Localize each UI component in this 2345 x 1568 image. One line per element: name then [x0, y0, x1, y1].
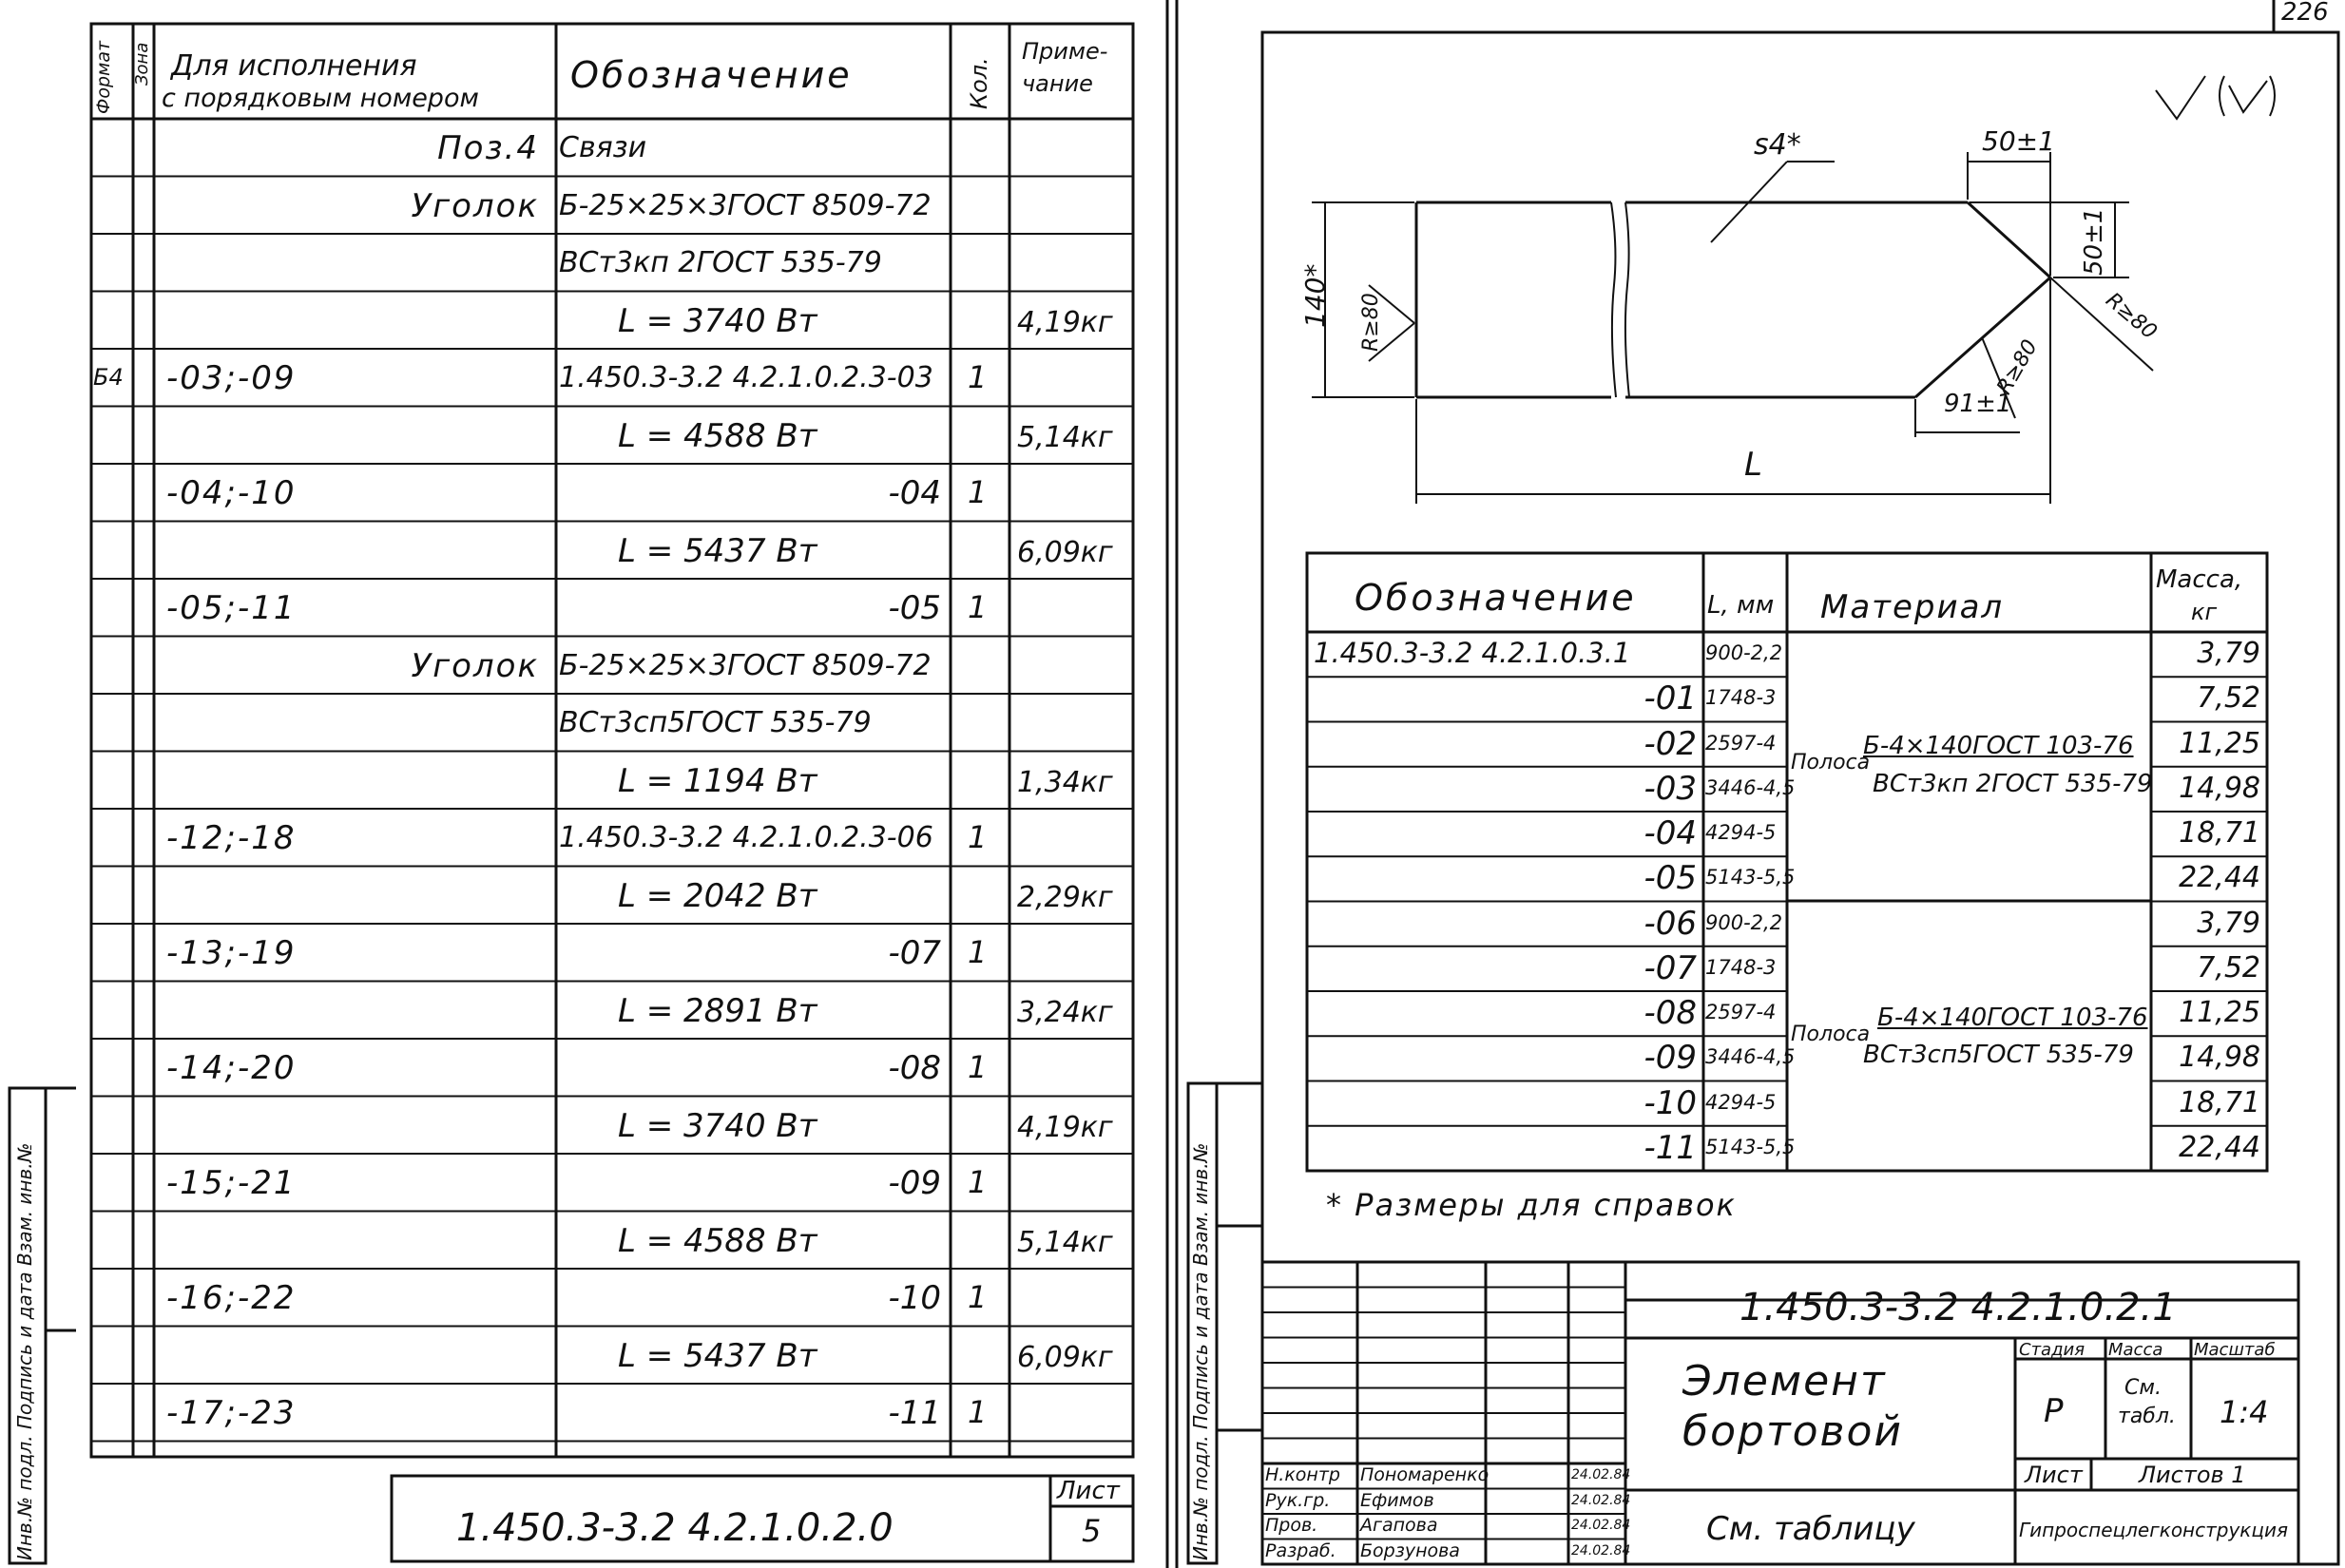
stamp-see-table: См. таблицу — [1706, 1510, 1915, 1548]
row-designation: Б-25×25×3ГОСТ 8509-72 — [559, 648, 932, 682]
role-date: 24.02.84 — [1571, 1542, 1631, 1558]
col-version-header: Для исполнения — [171, 49, 417, 83]
row-length: 2597-4 — [1705, 731, 1777, 755]
row-version: -13;-19 — [166, 934, 297, 972]
row-note: 4,19кг — [1017, 1110, 1113, 1144]
col-designation-header: Обозначение — [570, 54, 853, 96]
row-designation: L = 2891 Вт — [618, 991, 817, 1030]
dim-r80-bottom: R≥80 — [1992, 335, 2043, 399]
roughness-mark: √(√) — [2139, 36, 2179, 59]
role-name: Агапова — [1360, 1515, 1438, 1536]
stamp-scale-label: Масштаб — [2194, 1340, 2276, 1360]
row-designation: L = 5437 Вт — [618, 531, 817, 570]
row-note: 5,14кг — [1017, 420, 1113, 454]
table-header-mass-unit: кг — [2191, 599, 2218, 625]
row-designation: 1.450.3-3.2 4.2.1.0.2.3-06 — [559, 821, 933, 854]
row-qty: 1 — [968, 1394, 988, 1430]
row-note: 5,14кг — [1017, 1225, 1113, 1259]
row-note: 6,09кг — [1017, 535, 1113, 569]
row-designation: -04 — [888, 474, 941, 512]
dim-r80-left: R≥80 — [1359, 293, 1383, 352]
dim-140: 140* — [1299, 263, 1331, 328]
row-note: 3,24кг — [1017, 995, 1113, 1029]
table-header-length: L, мм — [1707, 591, 1775, 620]
row-designation: 1.450.3-3.2 4.2.1.0.3.1 — [1314, 637, 1631, 669]
role-title: Разраб. — [1265, 1539, 1336, 1561]
row-designation: L = 2042 Вт — [618, 876, 817, 915]
row-designation: -02 — [1643, 724, 1697, 763]
table-header-mass: Масса, — [2156, 565, 2243, 594]
row-designation: Б-25×25×3ГОСТ 8509-72 — [559, 188, 932, 222]
table-header-material: Материал — [1820, 588, 2005, 626]
row-length: 2597-4 — [1705, 1001, 1777, 1023]
row-length: 4294-5 — [1705, 1090, 1777, 1114]
table-header-designation: Обозначение — [1355, 577, 1637, 619]
row-version: Уголок — [411, 186, 539, 225]
left-sheet-number: 5 — [1082, 1513, 1102, 1549]
material-1-prefix: Полоса — [1791, 751, 1871, 774]
row-designation: -07 — [888, 934, 941, 972]
stamp-sheets-label: Листов 1 — [2139, 1462, 2246, 1488]
stamp-mass-label: Масса — [2108, 1340, 2163, 1360]
row-designation: -05 — [888, 589, 941, 627]
role-name: Пономаренко — [1360, 1464, 1490, 1485]
row-mass: 3,79 — [2197, 637, 2260, 670]
row-note: 6,09кг — [1017, 1340, 1113, 1374]
row-mass: 3,79 — [2197, 906, 2260, 940]
col-qty-header: Кол. — [966, 57, 992, 109]
row-designation: -06 — [1643, 904, 1697, 943]
row-designation: L = 3740 Вт — [618, 1106, 817, 1145]
row-designation: 1.450.3-3.2 4.2.1.0.2.3-03 — [559, 361, 933, 394]
stamp-mass-2: табл. — [2118, 1405, 2176, 1428]
row-length: 3446-4,5 — [1705, 775, 1796, 799]
row-qty: 1 — [968, 589, 988, 625]
stamp-name-1: Элемент — [1682, 1357, 1887, 1405]
row-designation: ВСт3кп 2ГОСТ 535-79 — [559, 246, 882, 279]
row-version: Уголок — [411, 646, 539, 685]
row-designation: -11 — [888, 1394, 941, 1432]
row-mass: 7,52 — [2197, 950, 2260, 985]
dim-50-top: 50±1 — [1982, 125, 2055, 157]
row-format: Б4 — [93, 364, 124, 391]
row-version: -03;-09 — [166, 359, 297, 397]
stamp-sheet-label: Лист — [2025, 1462, 2083, 1488]
role-title: Н.контр — [1265, 1464, 1340, 1485]
dim-50-side: 50±1 — [2080, 207, 2108, 276]
row-designation: -11 — [1643, 1128, 1697, 1167]
row-designation: -10 — [888, 1279, 941, 1317]
role-title: Рук.гр. — [1265, 1489, 1331, 1511]
row-length: 900-2,2 — [1705, 910, 1783, 934]
row-mass: 11,25 — [2179, 996, 2260, 1029]
material-1-bottom: ВСт3кп 2ГОСТ 535-79 — [1873, 770, 2153, 798]
row-qty: 1 — [968, 1279, 988, 1315]
row-designation: ВСт3сп5ГОСТ 535-79 — [559, 706, 872, 739]
footnote: * Размеры для справок — [1326, 1187, 1737, 1223]
row-mass: 7,52 — [2197, 681, 2260, 716]
row-designation: -10 — [1643, 1083, 1697, 1122]
col-note-header-2: чание — [1022, 70, 1093, 97]
left-sheet-label: Лист — [1057, 1477, 1120, 1505]
row-length: 1748-3 — [1705, 686, 1777, 710]
row-version: -05;-11 — [166, 589, 297, 627]
material-2-bottom: ВСт3сп5ГОСТ 535-79 — [1863, 1041, 2134, 1069]
stamp-code: 1.450.3-3.2 4.2.1.0.2.1 — [1740, 1286, 2177, 1329]
left-title-code: 1.450.3-3.2 4.2.1.0.2.0 — [456, 1506, 894, 1550]
side-stamp: Инв.№ подл. Подпись и дата Взам. инв.№ — [1189, 1142, 1212, 1560]
col-version-header-2: с порядковым номером — [162, 84, 479, 113]
row-qty: 1 — [968, 359, 988, 395]
row-designation: L = 4588 Вт — [618, 416, 817, 455]
row-version: Поз.4 — [437, 129, 539, 167]
row-designation: -09 — [1643, 1039, 1697, 1078]
row-note: 2,29кг — [1017, 880, 1113, 914]
row-qty: 1 — [968, 934, 988, 970]
role-date: 24.02.84 — [1571, 1518, 1631, 1533]
row-mass: 18,71 — [2179, 1085, 2260, 1119]
row-designation: -08 — [1643, 994, 1697, 1032]
dim-s4: s4* — [1754, 128, 1801, 162]
row-designation: -05 — [1643, 859, 1697, 898]
row-note: 4,19кг — [1017, 305, 1113, 339]
dim-L: L — [1744, 446, 1762, 484]
row-designation: -07 — [1643, 948, 1697, 987]
row-designation: L = 5437 Вт — [618, 1336, 817, 1375]
stamp-stage: Р — [2044, 1392, 2064, 1430]
row-designation: L = 3740 Вт — [618, 301, 817, 340]
row-designation: Связи — [559, 131, 647, 164]
role-name: Борзунова — [1360, 1539, 1460, 1561]
stamp-name-2: бортовой — [1682, 1407, 1903, 1456]
row-version: -16;-22 — [166, 1279, 297, 1317]
material-2-top: Б-4×140ГОСТ 103-76 — [1877, 1004, 2148, 1032]
role-date: 24.02.84 — [1571, 1467, 1631, 1482]
row-designation: -08 — [888, 1049, 941, 1087]
dim-91: 91±1 — [1944, 390, 2012, 418]
role-date: 24.02.84 — [1571, 1492, 1631, 1508]
row-mass: 14,98 — [2179, 1041, 2260, 1075]
row-length: 1748-3 — [1705, 955, 1777, 979]
dim-r80-right: R≥80 — [2101, 288, 2162, 345]
corner-number: 226 — [2281, 0, 2329, 27]
row-designation: -09 — [888, 1164, 941, 1202]
row-version: -17;-23 — [166, 1394, 297, 1432]
row-length: 5143-5,5 — [1705, 1135, 1796, 1158]
left-frame — [91, 24, 1133, 1457]
col-format-header: Формат — [93, 40, 114, 114]
stamp-scale: 1:4 — [2220, 1394, 2269, 1430]
row-designation: L = 4588 Вт — [618, 1221, 817, 1260]
stamp-stage-label: Стадия — [2019, 1340, 2086, 1360]
row-designation: L = 1194 Вт — [618, 761, 817, 800]
row-length: 4294-5 — [1705, 821, 1777, 844]
left-side-stamp: Инв.№ подл. Подпись и дата Взам. инв.№ — [13, 1142, 36, 1560]
material-1-top: Б-4×140ГОСТ 103-76 — [1863, 732, 2134, 760]
row-qty: 1 — [968, 819, 988, 855]
row-qty: 1 — [968, 474, 988, 510]
row-version: -04;-10 — [166, 474, 297, 512]
row-version: -14;-20 — [166, 1049, 297, 1087]
material-2-prefix: Полоса — [1791, 1023, 1871, 1046]
row-mass: 11,25 — [2179, 726, 2260, 760]
right-frame — [1262, 32, 2338, 1564]
row-version: -12;-18 — [166, 819, 297, 857]
row-designation: -03 — [1643, 769, 1697, 808]
row-length: 900-2,2 — [1705, 641, 1783, 664]
part-outline — [1416, 202, 2050, 397]
row-qty: 1 — [968, 1164, 988, 1200]
row-length: 5143-5,5 — [1705, 866, 1796, 889]
row-version: -15;-21 — [166, 1164, 297, 1202]
col-note-header: Приме- — [1022, 38, 1108, 65]
row-mass: 14,98 — [2179, 771, 2260, 805]
row-qty: 1 — [968, 1049, 988, 1085]
row-designation: -01 — [1643, 679, 1697, 718]
row-mass: 22,44 — [2179, 861, 2260, 895]
row-length: 3446-4,5 — [1705, 1045, 1796, 1069]
row-mass: 22,44 — [2179, 1130, 2260, 1164]
row-mass: 18,71 — [2179, 816, 2260, 850]
stamp-org: Гипроспецлегконструкция — [2019, 1519, 2289, 1541]
row-note: 1,34кг — [1017, 765, 1113, 799]
stamp-mass-1: См. — [2124, 1376, 2162, 1400]
role-title: Пров. — [1265, 1515, 1318, 1536]
col-zone-header: Зона — [132, 42, 152, 86]
role-name: Ефимов — [1360, 1489, 1434, 1511]
row-designation: -04 — [1643, 814, 1697, 852]
